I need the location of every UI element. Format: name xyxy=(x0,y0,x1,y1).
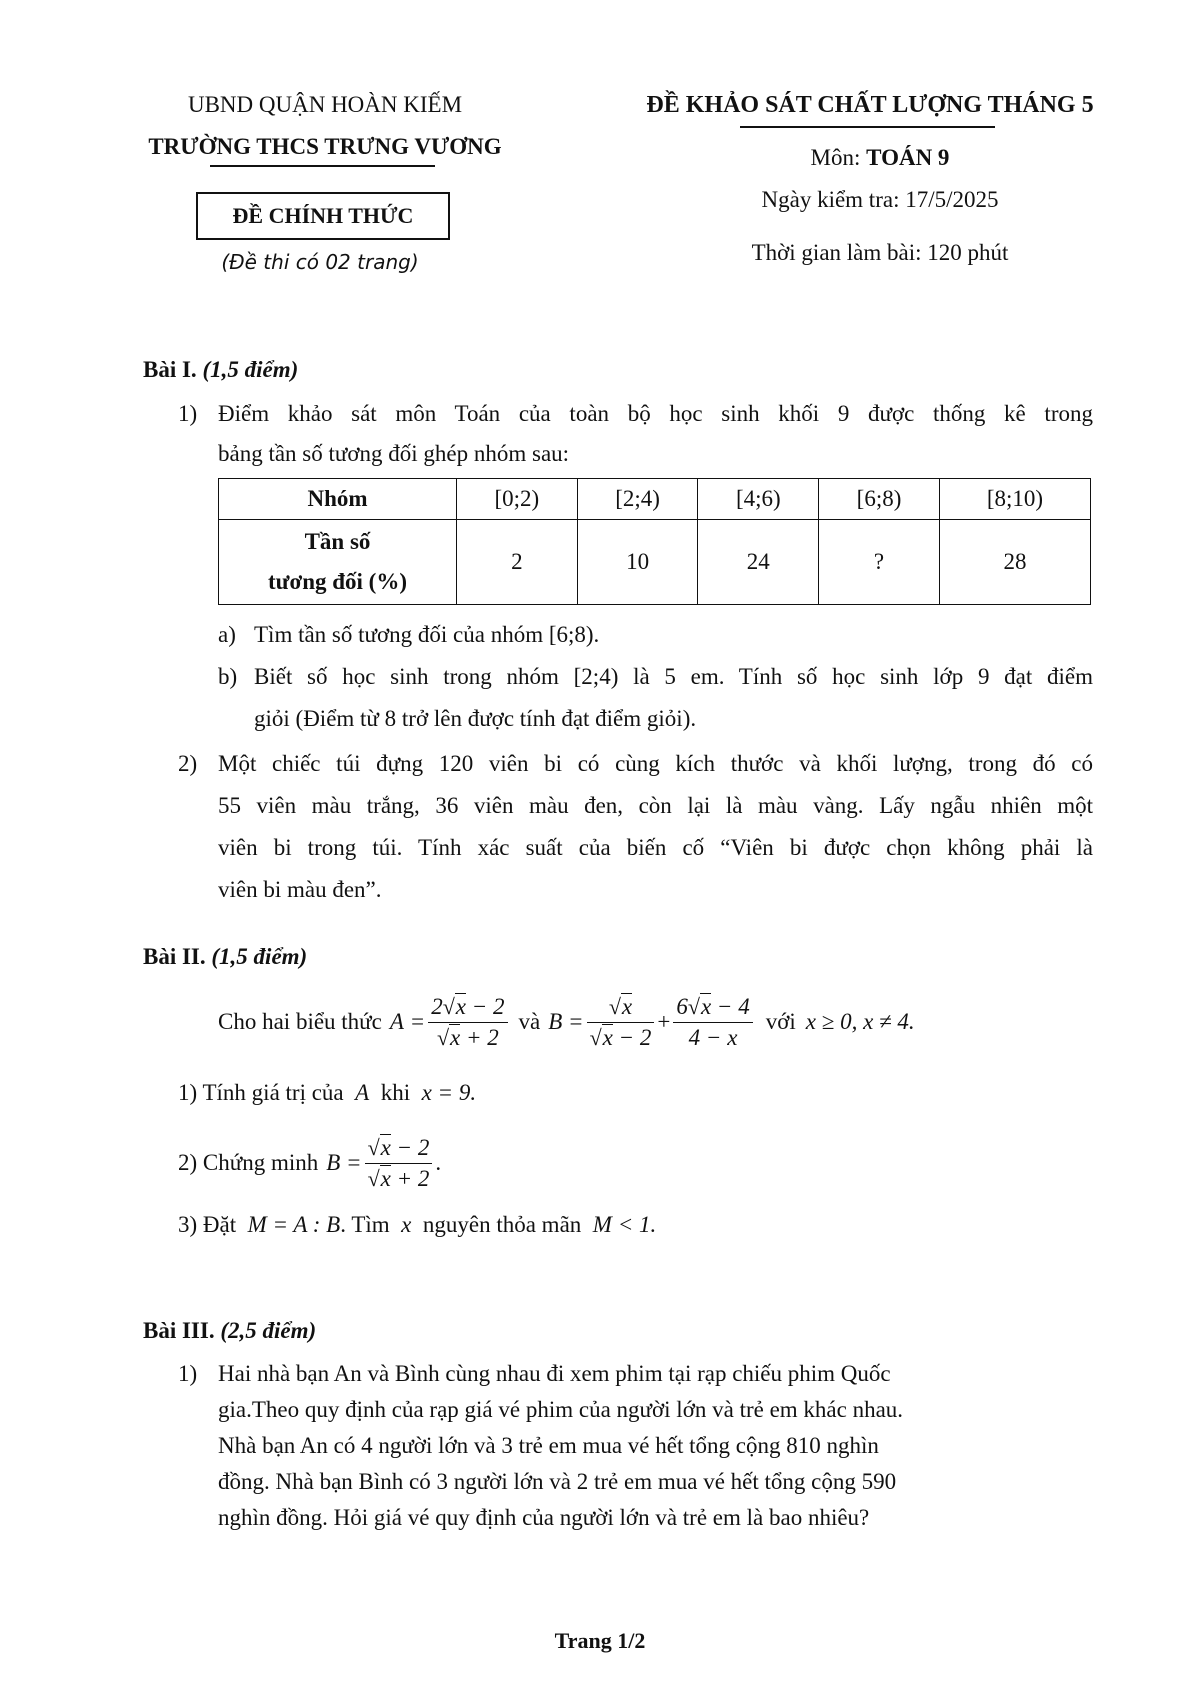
q1-a-number: a) xyxy=(218,622,236,647)
q1-b-line-1: Biết số học sinh trong nhóm [2;4) là 5 em. Tính số học sinh lớp 9 đạt điểm xyxy=(254,664,1093,689)
table-value-cell: ? xyxy=(819,520,940,605)
q2-1 xyxy=(178,1080,476,1106)
table-value-cell: 28 xyxy=(939,520,1090,605)
fraction-b2: $\frac{6√x - 4}{4 - x}$ xyxy=(673,994,752,1051)
q2-3-find: . Tìm xyxy=(340,1212,390,1237)
exam-duration: Thời gian làm bài: 120 phút xyxy=(751,240,1009,265)
q2-1-value: x = 9. xyxy=(415,1080,477,1105)
table-header-label: Nhóm xyxy=(219,479,457,520)
q1-a-text: Tìm tần số tương đối của nhóm [6;8). xyxy=(254,622,600,647)
q2-3-text: 3) Đặt xyxy=(178,1212,237,1237)
expressions-and: và xyxy=(518,1009,541,1034)
q3-1-line-2: gia.Theo quy định của rạp giá vé phim của người lớn và trẻ em khác nhau. xyxy=(218,1397,904,1422)
q3-1-number: 1) xyxy=(178,1361,198,1386)
school-name: TRƯỜNG THCS TRƯNG VƯƠNG xyxy=(148,134,502,159)
expressions-line: Cho hai biểu thức A = $\frac{2√x - 2}{√x + 2}$ và B = $\frac{√x}{√x - 2}$ + $\frac{6√x - 4}{4 - x}$ với x ≥ 0, x ≠ 4. xyxy=(218,993,915,1050)
page-number: Trang 1/2 xyxy=(554,1628,646,1653)
section-3-points: (2,5 điểm) xyxy=(220,1318,317,1343)
table-group-cell: [0;2) xyxy=(457,479,578,520)
expressions-intro: Cho hai biểu thức xyxy=(218,1009,382,1034)
q1-2-line-2: 55 viên màu trắng, 36 viên màu đen, còn lại là màu vàng. Lấy ngẫu nhiên một xyxy=(218,793,1093,818)
q1-2-line-1: Một chiếc túi đựng 120 viên bi có cùng kích thước và khối lượng, trong đó có xyxy=(218,751,1093,776)
section-2-points: (1,5 điểm) xyxy=(211,944,308,969)
fraction-b-result: $\frac{√x - 2}{√x + 2}$ xyxy=(365,1135,433,1192)
q2-1-text: 1) Tính giá trị của xyxy=(178,1080,344,1105)
q2-2-expr: B = xyxy=(326,1150,362,1175)
q1-1-line-1: Điểm khảo sát môn Toán của toàn bộ học sinh khối 9 được thống kê trong xyxy=(218,401,1093,426)
exam-title-underline xyxy=(740,126,995,128)
q3-1-line-1: Hai nhà bạn An và Bình cùng nhau đi xem phim tại rạp chiếu phim Quốc xyxy=(218,1361,891,1386)
q3-1-line-5: nghìn đồng. Hỏi giá vé quy định của người lớn và trẻ em là bao nhiêu? xyxy=(218,1505,870,1530)
table-row-label xyxy=(219,520,457,605)
section-2-label: Bài II. xyxy=(143,944,212,969)
domain-condition: x ≥ 0, x ≠ 4. xyxy=(805,1009,915,1034)
q3-1-line-4: đồng. Nhà bạn Bình có 3 người lớn và 2 trẻ em mua vé hết tổng cộng 590 xyxy=(218,1469,897,1494)
section-1-label: Bài I. xyxy=(143,357,203,382)
pages-note: (Đề thi có 02 trang) xyxy=(221,250,419,274)
q2-3-def: M = A : B xyxy=(241,1212,341,1237)
official-exam-label: ĐỀ CHÍNH THỨC xyxy=(196,192,450,240)
table-row xyxy=(219,479,1091,520)
q2-3-int: nguyên thỏa mãn xyxy=(422,1212,582,1237)
q1-2-line-3: viên bi trong túi. Tính xác suất của biến cố “Viên bi được chọn không phải là xyxy=(218,835,1093,860)
table-group-cell: [8;10) xyxy=(939,479,1090,520)
table-group-cell: [4;6) xyxy=(698,479,819,520)
subject-line xyxy=(700,145,1060,171)
q1-2-line-4: viên bi màu đen”. xyxy=(218,877,382,902)
table-row xyxy=(219,520,1091,605)
subject-name: TOÁN 9 xyxy=(866,145,950,170)
table-group-cell: [2;4) xyxy=(577,479,698,520)
q2-2: 2) Chứng minh B = $\frac{√x - 2}{√x + 2}$ . xyxy=(178,1134,442,1191)
row-label-line-2: tương đối (%) xyxy=(268,569,407,594)
table-value-cell: 2 xyxy=(457,520,578,605)
q2-1-var: A xyxy=(349,1080,375,1105)
section-3-label: Bài III. xyxy=(143,1318,221,1343)
section-1-title xyxy=(143,357,298,383)
expression-b: B = xyxy=(548,1009,584,1034)
table-group-cell: [6;8) xyxy=(819,479,940,520)
row-label-line-1: Tần số xyxy=(304,529,371,554)
q1-b-line-2: giỏi (Điểm từ 8 trở lên được tính đạt điểm giỏi). xyxy=(254,706,697,731)
fraction-a: $\frac{2√x - 2}{√x + 2}$ xyxy=(428,994,507,1051)
fraction-b1: $\frac{√x}{√x - 2}$ xyxy=(587,994,655,1051)
q2-2-text: 2) Chứng minh xyxy=(178,1150,319,1175)
q2-3-cond: M < 1. xyxy=(587,1212,657,1237)
section-3-title xyxy=(143,1318,316,1344)
school-underline xyxy=(210,165,435,167)
frequency-table xyxy=(218,478,1091,605)
expression-a: A = xyxy=(389,1009,426,1034)
exam-date: Ngày kiểm tra: 17/5/2025 xyxy=(761,187,999,212)
q1-b-number: b) xyxy=(218,664,238,689)
q3-1-line-3: Nhà bạn An có 4 người lớn và 3 trẻ em mua vé hết tổng cộng 810 nghìn xyxy=(218,1433,879,1458)
table-value-cell: 24 xyxy=(698,520,819,605)
exam-title: ĐỀ KHẢO SÁT CHẤT LƯỢNG THÁNG 5 xyxy=(646,92,1094,118)
section-2-title xyxy=(143,944,307,970)
table-value-cell: 10 xyxy=(577,520,698,605)
q2-3-var: x xyxy=(395,1212,418,1237)
q2-1-when: khi xyxy=(380,1080,411,1105)
q1-2-number: 2) xyxy=(178,751,198,776)
district-name: UBND QUẬN HOÀN KIẾM xyxy=(187,92,463,117)
q1-1-line-2: bảng tần số tương đối ghép nhóm sau: xyxy=(218,441,570,466)
q1-1-number: 1) xyxy=(178,401,198,426)
subject-prefix: Môn: xyxy=(810,145,867,170)
expressions-with: với xyxy=(765,1009,796,1034)
q2-3 xyxy=(178,1212,656,1238)
section-1-points: (1,5 điểm) xyxy=(202,357,299,382)
